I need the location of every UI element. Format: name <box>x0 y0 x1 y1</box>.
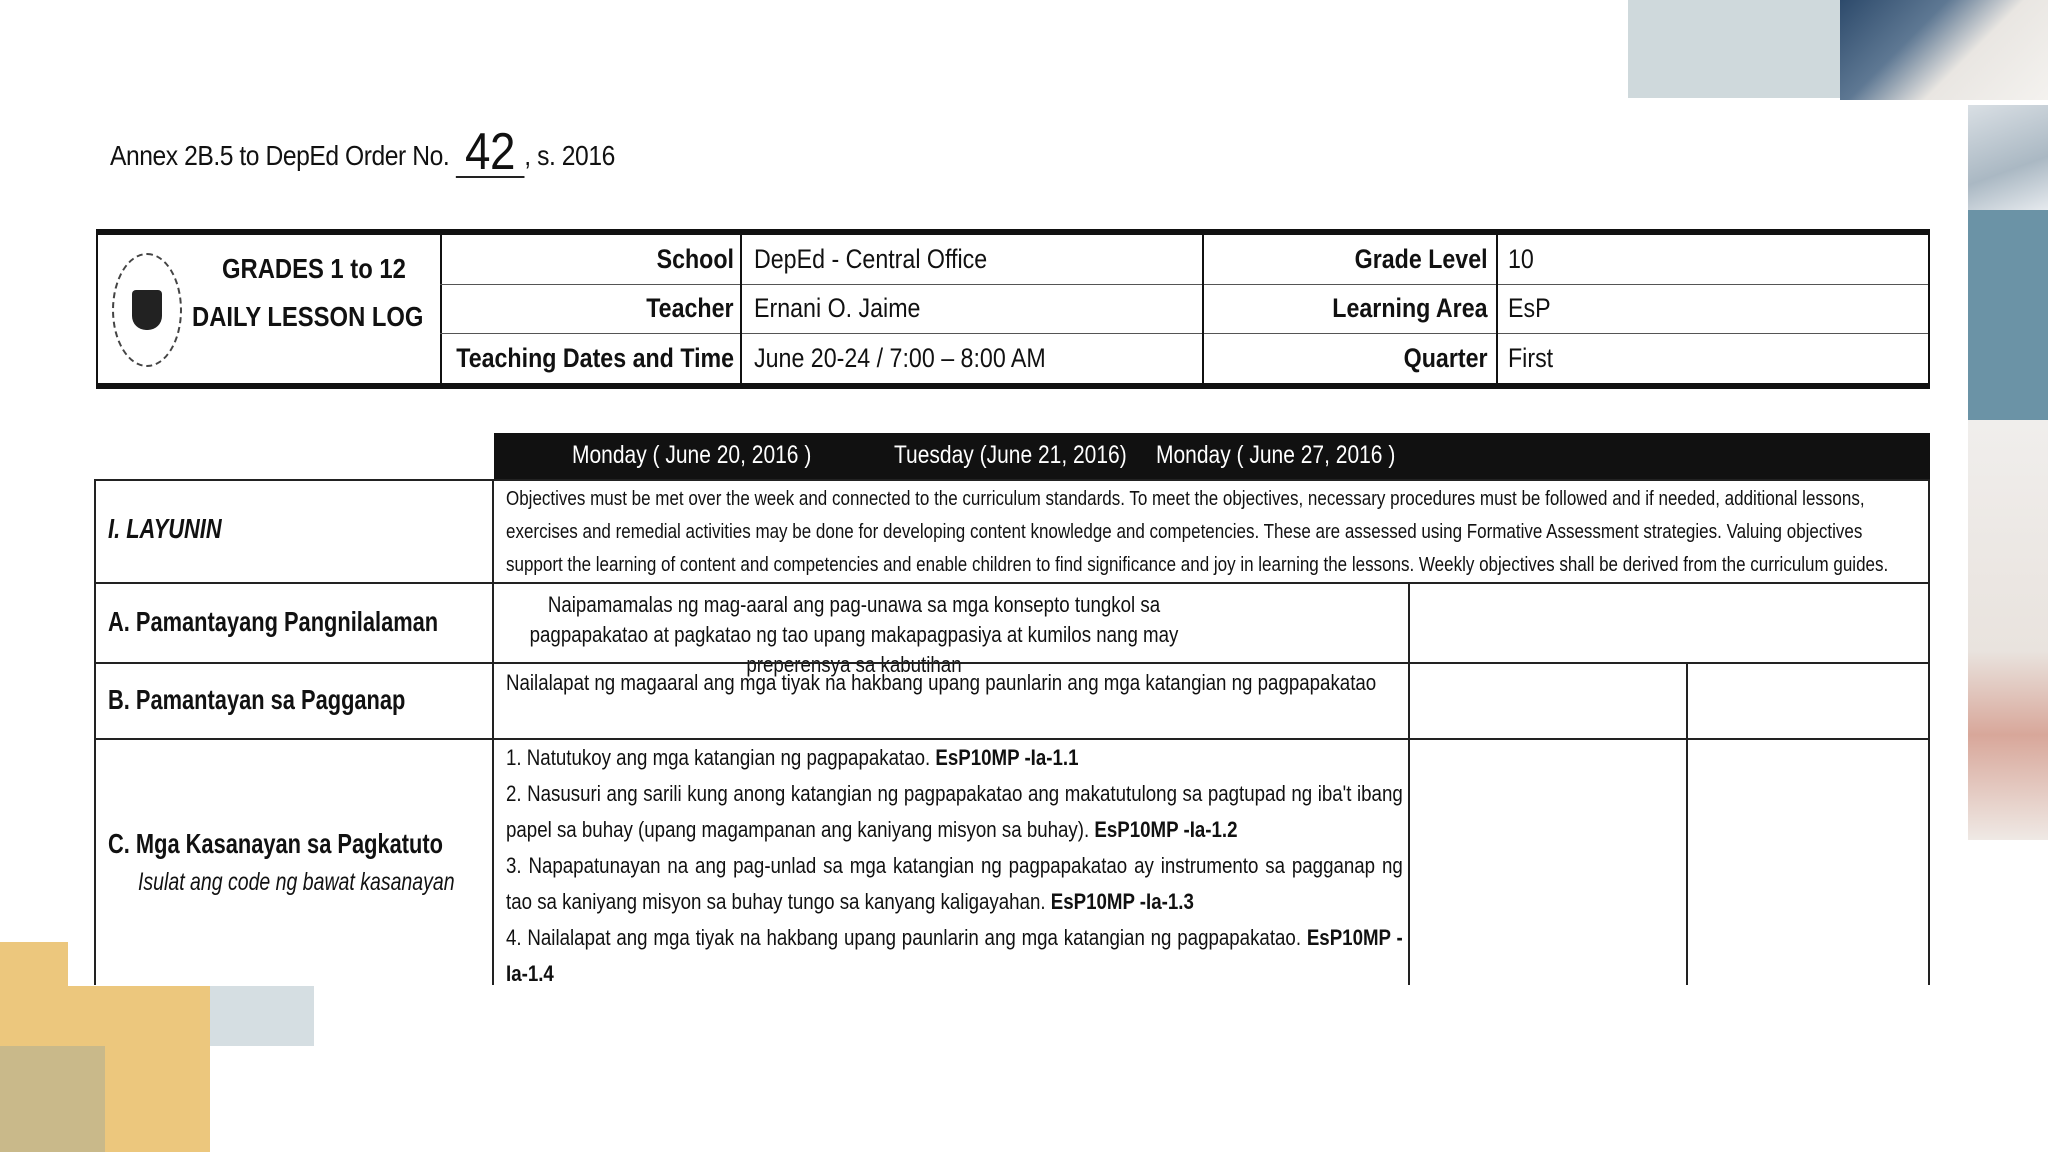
competency-code: EsP10MP -Ia-1.1 <box>935 745 1079 770</box>
decor-photo-top-right <box>1840 0 2048 100</box>
logo-line-1: GRADES 1 to 12 <box>222 253 406 284</box>
decor-block-right-2 <box>1968 210 2048 420</box>
row-layunin <box>94 479 1930 582</box>
competency-item: 1. Natutukoy ang mga katangian ng pagpapakatao. EsP10MP -Ia-1.1 <box>506 745 1079 770</box>
row-c-label: C. Mga Kasanayan sa Pagkatuto <box>108 828 443 859</box>
teacher-value: Ernani O. Jaime <box>754 293 921 323</box>
row-b-label: B. Pamantayan sa Pagganap <box>108 684 406 715</box>
header-row-dates <box>440 333 1928 383</box>
grade-level-value: 10 <box>1508 244 1534 274</box>
decor-photo-right-1 <box>1968 105 2048 210</box>
quarter-label: Quarter <box>1404 342 1488 373</box>
lesson-table <box>94 433 1930 985</box>
header-row-school <box>440 235 1928 285</box>
header-table <box>96 229 1930 389</box>
competency-code: EsP10MP -Ia-1.4 <box>506 925 1403 986</box>
competency-item: 2. Nasusuri ang sarili kung anong katangian ng pagpapakatao ang makatutulong sa pagtupad ng iba't ibang papel sa buhay (upang magampanan ang kaniyang misyon sa buhay). EsP10MP -Ia-1.2 <box>506 781 1403 842</box>
row-c-sublabel: Isulat ang code ng bawat kasanayan <box>138 868 455 896</box>
row-b-content: Nailalapat ng magaaral ang mga tiyak na hakbang upang paunlarin ang mga katangian ng pagpapakatao <box>506 670 1377 695</box>
day-header-3: Monday ( June 27, 2016 ) <box>1156 441 1396 469</box>
day-header-2: Tuesday (June 21, 2016) <box>894 441 1127 469</box>
day-header-1: Monday ( June 20, 2016 ) <box>572 441 812 469</box>
lesson-log-document <box>94 96 1934 984</box>
annex-prefix: Annex 2B.5 to DepEd Order No. <box>110 140 450 171</box>
school-label: School <box>656 244 734 274</box>
dates-value: June 20-24 / 7:00 – 8:00 AM <box>754 342 1046 373</box>
layunin-content: Objectives must be met over the week and connected to the curriculum standards. To meet the objectives, necessary procedures must be followed and if needed, additional lessons, exercises and remedial activities may be done for developing content knowledge and competencies. These are assessed using Formative Assessment strategies. Valuing objectives support the learning of content and competencies and enable children to find significance and joy in learning the lessons. Weekly objectives shall be derived from the curriculum guides. <box>506 488 1889 576</box>
school-value: DepEd - Central Office <box>754 244 988 274</box>
competency-item: 4. Nailalapat ang mga tiyak na hakbang upang paunlarin ang mga katangian ng pagpapakatao. EsP10MP -Ia-1.4 <box>506 925 1403 986</box>
annex-title <box>110 123 615 181</box>
row-mga-kasanayan <box>94 738 1930 985</box>
competency-code: EsP10MP -Ia-1.2 <box>1094 817 1238 842</box>
annex-order-number: 42 <box>456 128 525 178</box>
annex-suffix: , s. 2016 <box>524 140 615 171</box>
competency-item: 3. Napapatunayan na ang pag-unlad sa mga katangian ng pagpapakatao ay instrumento sa pagganap ng tao sa kaniyang misyon sa buhay tungo sa kanyang kaligayahan. EsP10MP -Ia-1.3 <box>506 853 1403 914</box>
header-grid <box>440 235 1928 383</box>
layunin-label: I. LAYUNIN <box>108 513 222 544</box>
decor-block-bottom-left-3 <box>210 986 314 1046</box>
competency-code: EsP10MP -Ia-1.3 <box>1050 889 1194 914</box>
row-a-label: A. Pamantayang Pangnilalaman <box>108 606 439 637</box>
row-a-content: Naipamamalas ng mag-aaral ang pag-unawa sa mga konsepto tungkol sa pagpapakatao at pagkatao ng tao upang makapagpasiya at kumilos nang may preperensya sa kabutihan <box>529 592 1179 677</box>
teacher-label: Teacher <box>646 293 734 323</box>
learning-area-value: EsP <box>1508 293 1551 323</box>
header-row-teacher <box>440 284 1928 334</box>
logo-line-2: DAILY LESSON LOG <box>192 301 424 332</box>
decor-block-bottom-left-4 <box>0 1046 105 1152</box>
deped-seal-icon <box>112 253 182 367</box>
dates-label: Teaching Dates and Time <box>456 342 734 373</box>
logo-cell <box>98 235 442 383</box>
row-pamantayan-sa-pagganap <box>94 662 1930 738</box>
row-pamantayang-pangnilalaman <box>94 582 1930 677</box>
learning-area-label: Learning Area <box>1332 293 1488 323</box>
grade-level-label: Grade Level <box>1355 244 1488 274</box>
decor-photo-right-3 <box>1968 420 2048 840</box>
competency-list <box>506 740 1403 992</box>
decor-block-top-right <box>1628 0 1840 98</box>
quarter-value: First <box>1508 342 1554 373</box>
day-header-bar <box>494 433 1930 479</box>
